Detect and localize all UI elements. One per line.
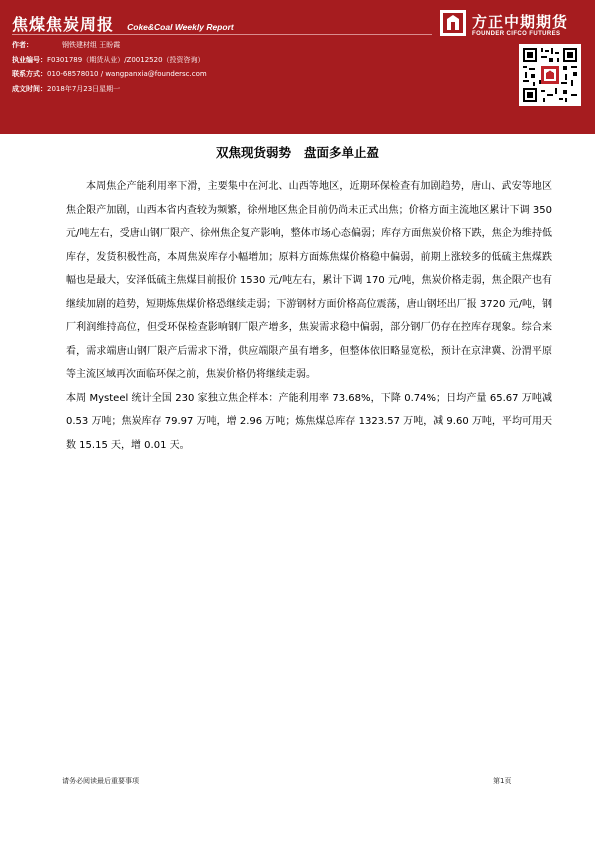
report-title-en: Coke&Coal Weekly Report [127,22,234,32]
logo-text-en: FOUNDER CIFCO FUTURES [472,31,561,37]
article-body [66,175,552,457]
date-line [12,85,120,94]
company-logo [440,10,590,40]
founder-logo-icon [440,10,466,36]
report-title-cn: 焦煤焦炭周报 [12,15,115,34]
paragraph-mysteel-stats: 本周 Mysteel 统计全国 230 家独立焦企样本：产能利用率 73.68%，下降 0.74%；日均产量 65.67 万吨减 0.53 万吨；焦炭库存 79.97 万吨，增 2.96 万吨；炼焦煤总库存 1323.57 万吨，减 9.60 万吨，平均可用天数 15.15 天，增 0.01 天。 [66,392,552,451]
qr-code-icon [519,44,581,106]
page-number: 第1页 [493,777,512,785]
author-label: 作者： [12,41,33,49]
header-banner [0,0,595,134]
contact-label: 联系方式： [12,70,47,78]
footer-disclaimer-note: 请务必阅读最后重要事项 [62,777,139,785]
author-line [12,41,120,50]
title-divider [12,34,432,35]
date-label: 成文时间： [12,85,47,93]
author-value: 钢铁建材组 王盼霞 [62,41,121,49]
license-value: F0301789（期货从业）/Z0012520（投资咨询） [47,56,205,64]
report-title [12,12,234,35]
contact-value: 010-68578010 / wangpanxia@foundersc.com [47,70,207,78]
logo-text-cn: 方正中期期货 [472,13,569,31]
paragraph-market-summary: 本周焦企产能利用率下滑，主要集中在河北、山西等地区，近期环保检查有加剧趋势，唐山、武安等地区焦企限产加剧，山西本省内查较为频繁，徐州地区焦企目前仍尚未正式出焦；价格方面主流地区累计下调 350 元/吨左右，受唐山钢厂限产、徐州焦企复产影响，整体市场心态偏弱；库存方面焦炭价格下跌，焦企为维持低库存，发货积极性高，本周焦炭库存小幅增加；原料方面炼焦煤价格稳中偏弱，前期上涨较多的低硫主焦煤跌幅也是最大，安泽低硫主焦煤目前报价 1530 元/吨左右，累计下调 170 元/吨，焦炭价格走弱，焦企限产也有继续加剧的趋势，短期炼焦煤价格恐继续走弱；下游钢材方面价格高位震荡，唐山钢坯出厂报 3720 元/吨，钢厂利润维持高位，但受环保检查影响钢厂限产增多，焦炭需求稳中偏弱，部分钢厂仍存在控库存现象。综合来看，需求端唐山钢厂限产后需求下滑，供应端限产虽有增多，但整体依旧略显宽松，预计在京津冀、汾渭平原等主流区域再次面临环保之前，焦炭价格仍将继续走弱。 [66,181,552,380]
license-label: 执业编号： [12,56,47,64]
date-value: 2018年7月23日星期一 [47,85,121,93]
contact-line [12,70,207,79]
article-heading: 双焦现货弱势 盘面多单止盈 [215,145,380,160]
license-line [12,56,205,65]
